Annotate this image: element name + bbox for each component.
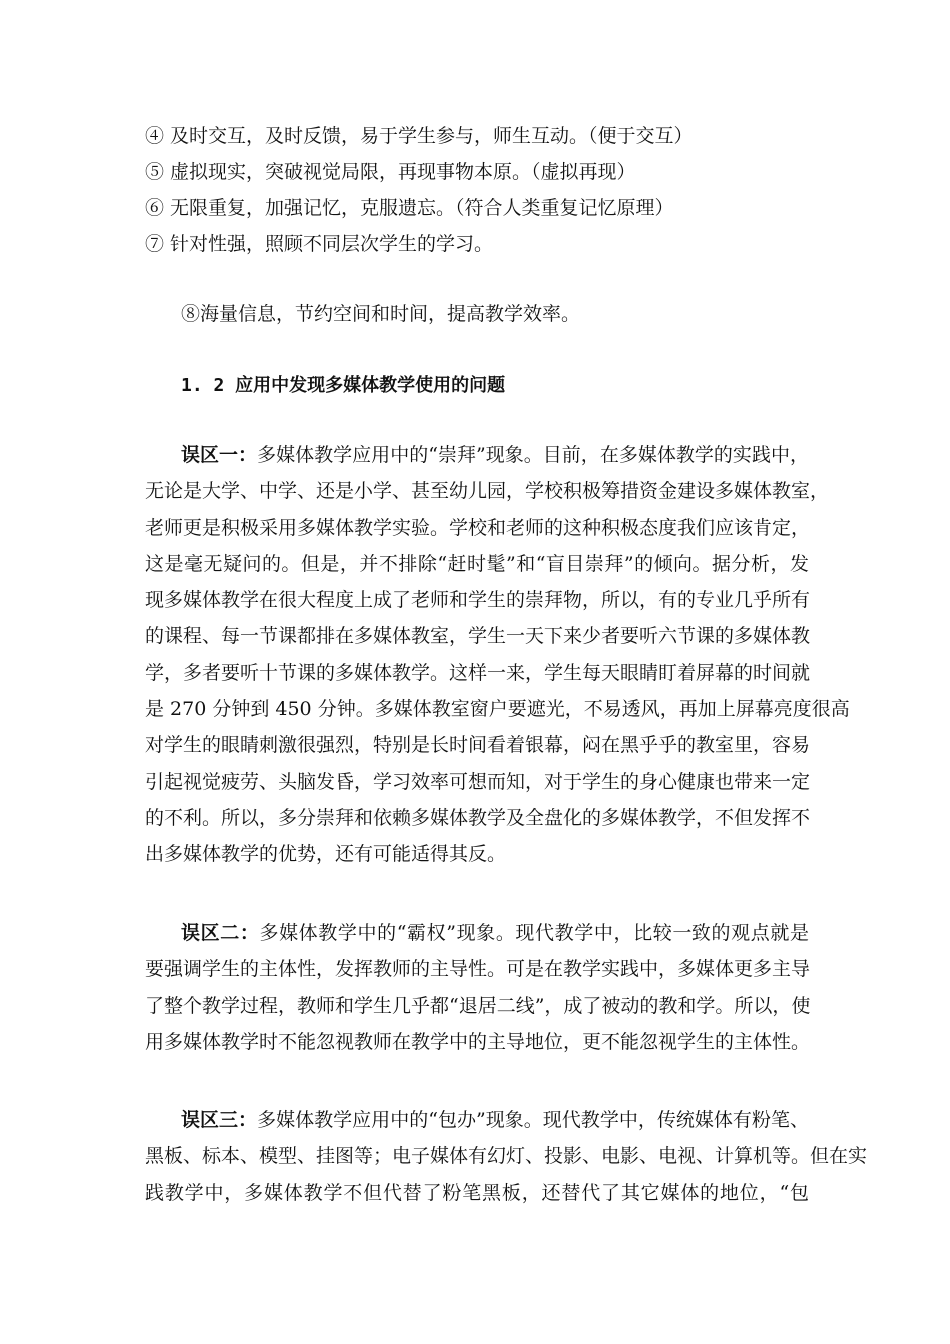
paragraph-line: 这是毫无疑问的。但是，并不排除“赶时髦”和“盲目崇拜”的倾向。据分析，发 <box>145 552 809 575</box>
paragraph-line: 现多媒体教学在很大程度上成了老师和学生的崇拜物，所以，有的专业几乎所有 <box>145 589 811 612</box>
misconception-label: 误区三： <box>181 1109 258 1131</box>
paragraph-line: 误区三：多媒体教学应用中的“包办”现象。现代教学中，传统媒体有粉笔、 <box>181 1109 809 1131</box>
paragraph-line: 引起视觉疲劳、头脑发昏，学习效率可想而知，对于学生的身心健康也带来一定 <box>145 770 811 793</box>
list-item: ④ 及时交互，及时反馈，易于学生参与，师生互动。（便于交互） <box>145 125 693 147</box>
paragraph-line: 老师更是积极采用多媒体教学实验。学校和老师的这种积极态度我们应该肯定， <box>145 516 811 539</box>
list-item: ⑤ 虚拟现实，突破视觉局限，再现事物本原。（虚拟再现） <box>145 161 636 183</box>
paragraph-line: 用多媒体教学时不能忽视教师在教学中的主导地位，更不能忽视学生的主体性。 <box>145 1030 811 1053</box>
section-heading: 1. 2 应用中发现多媒体教学使用的问题 <box>181 375 506 396</box>
paragraph-line: 黑板、标本、模型、挂图等；电子媒体有幻灯、投影、电影、电视、计算机等。但在实 <box>145 1145 868 1168</box>
paragraph-misconception-2 <box>145 919 809 1064</box>
paragraph-line: 的不利。所以，多分崇拜和依赖多媒体教学及全盘化的多媒体教学，不但发挥不 <box>145 806 811 829</box>
list-item: ⑦ 针对性强，照顾不同层次学生的学习。 <box>145 233 494 255</box>
misconception-label: 误区二： <box>181 922 260 944</box>
misconception-label: 误区一： <box>181 444 258 466</box>
paragraph-line: 误区一：多媒体教学应用中的“崇拜”现象。目前，在多媒体教学的实践中， <box>181 444 809 466</box>
list-item: ⑥ 无限重复，加强记忆，克服遗忘。（符合人类重复记忆原理） <box>145 197 674 219</box>
paragraph-line: 无论是大学、中学、还是小学、甚至幼儿园，学校积极筹措资金建设多媒体教室， <box>145 480 830 503</box>
paragraph-line: 学，多者要听十节课的多媒体教学。这样一来，学生每天眼睛盯着屏幕的时间就 <box>145 661 811 684</box>
paragraph-line: 是 270 分钟到 450 分钟。多媒体教室窗户要遮光，不易透风，再加上屏幕亮度很高 <box>145 698 850 721</box>
paragraph-misconception-3 <box>145 1106 868 1215</box>
paragraph-line: 要强调学生的主体性，发挥教师的主导性。可是在教学实践中，多媒体更多主导 <box>145 958 811 981</box>
paragraph-line: 对学生的眼睛刺激很强烈，特别是长时间看着银幕，闷在黑乎乎的教室里，容易 <box>145 734 811 757</box>
paragraph-line: 践教学中，多媒体教学不但代替了粉笔黑板，还替代了其它媒体的地位，“包 <box>145 1181 809 1204</box>
list-item-8: ⑧海量信息，节约空间和时间，提高教学效率。 <box>181 303 581 325</box>
paragraph-line: 出多媒体教学的优势，还有可能适得其反。 <box>145 843 507 866</box>
paragraph-line: 了整个教学过程，教师和学生几乎都“退居二线”，成了被动的教和学。所以，使 <box>145 994 811 1017</box>
paragraph-line: 误区二：多媒体教学中的“霸权”现象。现代教学中，比较一致的观点就是 <box>181 922 809 944</box>
paragraph-misconception-1 <box>145 441 850 877</box>
paragraph-line: 的课程、每一节课都排在多媒体教室，学生一天下来少者要听六节课的多媒体教 <box>145 625 811 648</box>
advantages-list <box>145 122 845 266</box>
